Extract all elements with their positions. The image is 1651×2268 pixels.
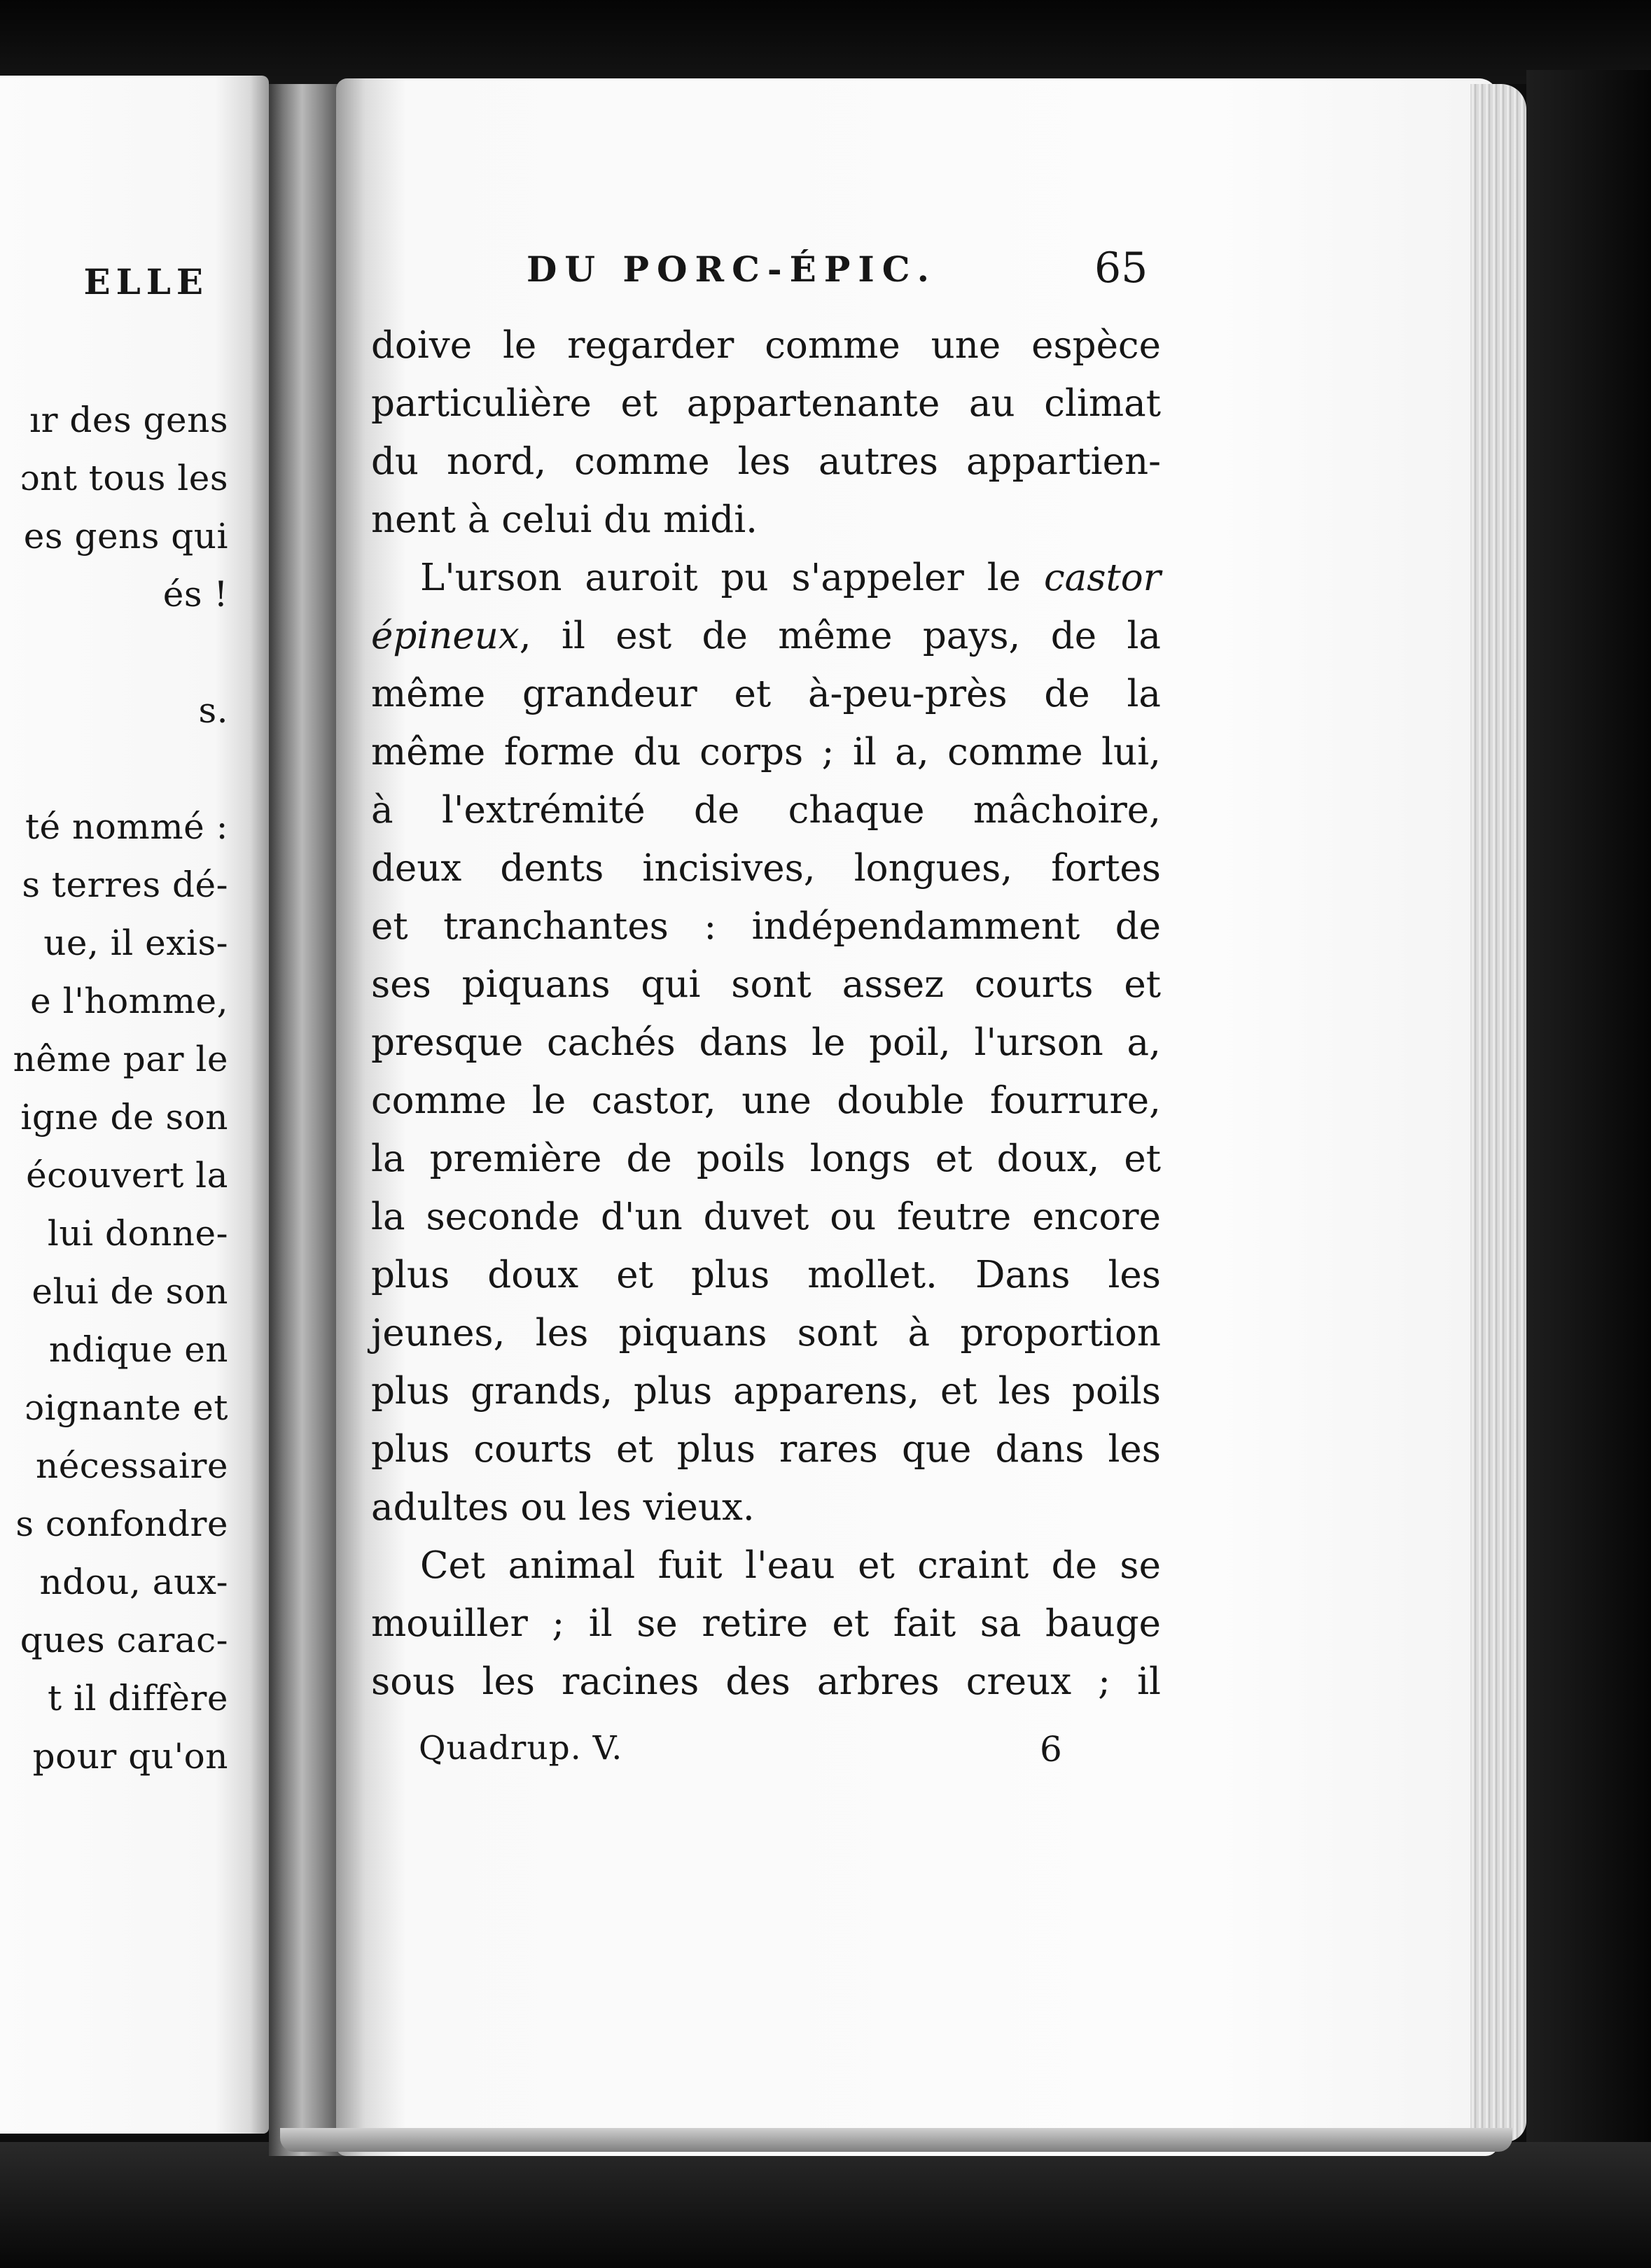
left-page-line: nême par le <box>13 1039 228 1079</box>
body-line <box>371 549 1161 607</box>
running-head: DU PORC-ÉPIC. <box>527 248 938 290</box>
text-run: adultes ou les vieux. <box>371 1486 755 1529</box>
body-line <box>371 1246 1161 1304</box>
text-run: comme le castor, une double fourrure, <box>371 1079 1161 1122</box>
text-run: la première de poils longs et doux, et <box>371 1138 1161 1180</box>
body-line <box>371 1595 1161 1653</box>
body-line <box>371 723 1161 781</box>
left-page-line: elui de son <box>32 1271 228 1312</box>
body-line <box>371 1362 1161 1420</box>
text-run: plus courts et plus rares que dans les <box>371 1428 1161 1471</box>
body-line <box>371 1014 1161 1072</box>
body-line <box>371 316 1161 374</box>
text-run: du nord, comme les autres appartien- <box>371 440 1161 483</box>
body-line <box>371 374 1161 433</box>
body-line <box>371 1653 1161 1711</box>
body-line <box>371 897 1161 955</box>
left-page-line: nécessaire <box>36 1446 228 1486</box>
body-line <box>371 1536 1161 1595</box>
body-line <box>371 1478 1161 1536</box>
left-page-line: ques carac- <box>20 1620 228 1660</box>
left-page-line: ue, il exis- <box>43 923 228 963</box>
left-page-line: ɔnt tous les <box>20 458 228 498</box>
left-running-head: ELLE <box>83 261 209 302</box>
left-page-line: s. <box>198 690 228 731</box>
left-page <box>0 76 269 2134</box>
italic-text: castor <box>1043 556 1161 599</box>
text-run: ses piquans qui sont assez courts et <box>371 963 1161 1006</box>
body-line <box>371 1420 1161 1478</box>
text-run: , il est de même pays, de la <box>519 615 1161 657</box>
text-run: plus doux et plus mollet. Dans les <box>371 1254 1161 1296</box>
left-page-line: s terres dé- <box>22 864 228 905</box>
body-line <box>371 433 1161 491</box>
text-run: presque cachés dans le poil, l'urson a, <box>371 1021 1161 1064</box>
italic-text: épineux <box>371 615 520 657</box>
text-run: nent à celui du midi. <box>371 498 758 541</box>
text-run: même forme du corps ; il a, comme lui, <box>371 731 1161 774</box>
body-text <box>371 316 1161 1711</box>
text-run: sous les racines des arbres creux ; il <box>371 1660 1161 1703</box>
left-page-line: té nommé : <box>25 806 228 847</box>
text-run: Cet animal fuit l'eau et craint de se <box>420 1544 1161 1587</box>
page-number: 65 <box>1094 244 1148 293</box>
scan-right-margin <box>1526 70 1651 2268</box>
body-line <box>371 839 1161 897</box>
body-line <box>371 955 1161 1014</box>
signature-line: Quadrup. V. <box>419 1729 623 1768</box>
signature-mark: 6 <box>1040 1729 1062 1770</box>
text-run: L'urson auroit pu s'appeler le <box>420 556 1044 599</box>
page-fore-edge <box>1470 84 1526 2142</box>
body-line <box>371 1072 1161 1130</box>
left-page-text <box>0 76 269 2134</box>
body-line <box>371 491 1161 549</box>
text-run: jeunes, les piquans sont à proportion <box>371 1312 1161 1354</box>
left-page-line: ndou, aux- <box>39 1562 228 1602</box>
page-bottom-edge <box>280 2128 1512 2152</box>
left-page-line: es gens qui <box>23 516 228 556</box>
body-line <box>371 1304 1161 1362</box>
text-run: particulière et appartenante au climat <box>371 382 1161 425</box>
scan-bottom-margin <box>0 2142 1651 2268</box>
body-line <box>371 665 1161 723</box>
text-run: deux dents incisives, longues, fortes <box>371 847 1161 890</box>
left-page-line: és ! <box>162 574 228 615</box>
text-run: plus grands, plus apparens, et les poils <box>371 1370 1161 1413</box>
scan-top-margin <box>0 0 1651 84</box>
text-run: même grandeur et à-peu-près de la <box>371 673 1161 715</box>
body-line <box>371 1188 1161 1246</box>
text-run: et tranchantes : indépendamment de <box>371 905 1161 948</box>
text-run: doive le regarder comme une espèce <box>371 324 1161 367</box>
left-page-line: ır des gens <box>29 400 228 440</box>
left-page-line: pour qu'on <box>32 1736 228 1777</box>
left-page-line: ɔignante et <box>25 1387 228 1428</box>
text-run: la seconde d'un duvet ou feutre encore <box>371 1196 1161 1238</box>
left-page-line: e l'homme, <box>30 981 228 1021</box>
left-page-line: lui donne- <box>47 1213 228 1254</box>
text-run: à l'extrémité de chaque mâchoire, <box>371 789 1161 832</box>
body-line <box>371 781 1161 839</box>
body-line <box>371 607 1161 665</box>
left-page-line: écouvert la <box>26 1155 228 1196</box>
left-page-line: igne de son <box>20 1097 228 1138</box>
left-page-line: ndique en <box>48 1329 228 1370</box>
left-page-line: t il diffère <box>48 1678 228 1718</box>
text-run: mouiller ; il se retire et fait sa bauge <box>371 1602 1161 1645</box>
body-line <box>371 1130 1161 1188</box>
left-page-line: s confondre <box>15 1504 228 1544</box>
